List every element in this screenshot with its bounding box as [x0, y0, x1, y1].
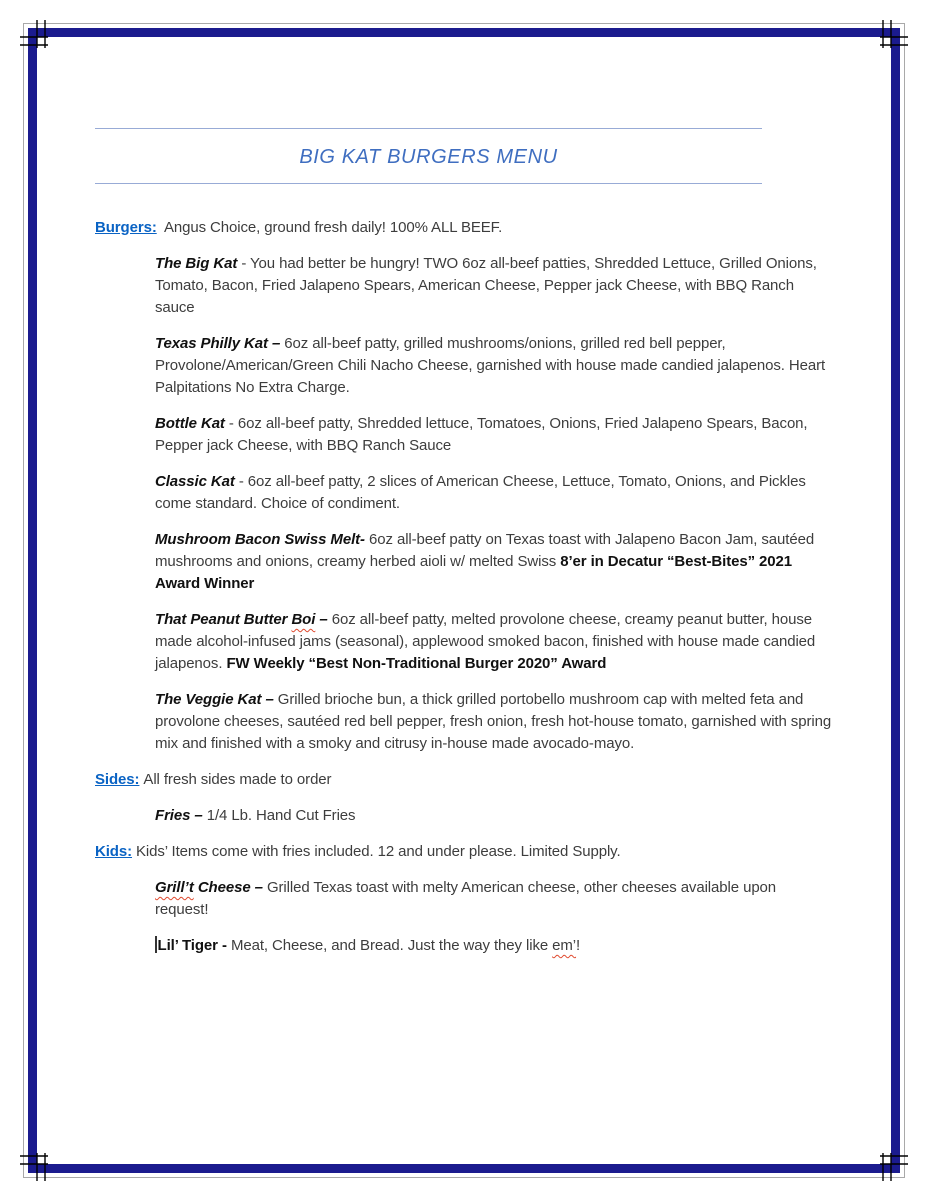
section-heading-line — [95, 769, 832, 791]
menu-item-that-peanut-butter-boi: That Peanut Butter Boi – 6oz all-beef patty, melted provolone cheese, creamy peanut butter, house made alcohol-infused jams (seasonal), applewood smoked bacon, finished with house made candied jalapenos. FW Weekly “Best Non-Traditional Burger 2020” Award — [155, 611, 816, 672]
corner-ornament-top-left — [20, 20, 48, 48]
page-title: BIG KAT BURGERS MENU — [299, 146, 558, 168]
section-heading-line — [95, 841, 832, 863]
menu-item-texas-philly-kat: Texas Philly Kat – 6oz all-beef patty, grilled mushrooms/onions, grilled red bell pepper, Provolone/American/Green Chili Nacho Cheese, garnished with house made candied jalapenos. Heart Palpitations No Extra Charge. — [155, 335, 826, 396]
title-block — [95, 128, 762, 184]
menu-section-burgers — [95, 217, 832, 755]
corner-ornament-top-right — [880, 20, 908, 48]
menu-item-classic-kat: Classic Kat - 6oz all-beef patty, 2 slices of American Cheese, Lettuce, Tomato, Onions, and Pickles come standard. Choice of condiment. — [155, 473, 806, 512]
section-heading-sides: Sides: — [95, 771, 140, 788]
document-content — [95, 128, 832, 971]
text-cursor — [155, 936, 157, 953]
corner-ornament-bottom-right — [880, 1153, 908, 1181]
section-heading-burgers: Burgers: — [95, 219, 157, 236]
section-heading-kids: Kids: — [95, 843, 133, 860]
menu-section-kids — [95, 841, 832, 957]
menu-item-grillt-cheese: Grill’t Cheese – Grilled Texas toast with melty American cheese, other cheeses available upon request! — [155, 879, 777, 918]
section-intro: All fresh sides made to order — [143, 771, 332, 788]
menu-item-the-veggie-kat: The Veggie Kat – Grilled brioche bun, a thick grilled portobello mushroom cap with melted feta and provolone cheeses, sautéed red bell pepper, fresh onion, fresh hot-house tomato, garnished with spring mix and finished with a smoky and citrusy in-house made avocado-mayo. — [155, 691, 832, 752]
section-heading-line — [95, 217, 832, 239]
item-text: Lil’ Tiger - Meat, Cheese, and Bread. Just the way they like em’! — [157, 937, 581, 954]
corner-ornament-bottom-left — [20, 1153, 48, 1181]
menu-item-lil-tiger — [155, 935, 832, 957]
section-intro: Angus Choice, ground fresh daily! 100% ALL BEEF. — [160, 219, 503, 236]
menu-item-mushroom-bacon-swiss-melt: Mushroom Bacon Swiss Melt- 6oz all-beef patty on Texas toast with Jalapeno Bacon Jam, sautéed mushrooms and onions, creamy herbed aioli w/ melted Swiss 8’er in Decatur “Best-Bites” 2021 Award Winner — [155, 531, 815, 592]
section-intro: Kids’ Items come with fries included. 12 and under please. Limited Supply. — [136, 843, 621, 860]
menu-section-sides — [95, 769, 832, 827]
menu-item-bottle-kat: Bottle Kat - 6oz all-beef patty, Shredded lettuce, Tomatoes, Onions, Fried Jalapeno Spears, Bacon, Pepper jack Cheese, with BBQ Ranch Sauce — [155, 415, 808, 454]
menu-item-the-big-kat: The Big Kat - You had better be hungry! TWO 6oz all-beef patties, Shredded Lettuce, Grilled Onions, Tomato, Bacon, Fried Jalapeno Spears, American Cheese, Pepper jack Cheese, with BBQ Ranch sauce — [155, 255, 817, 316]
menu-item-fries: Fries – 1/4 Lb. Hand Cut Fries — [155, 807, 356, 824]
